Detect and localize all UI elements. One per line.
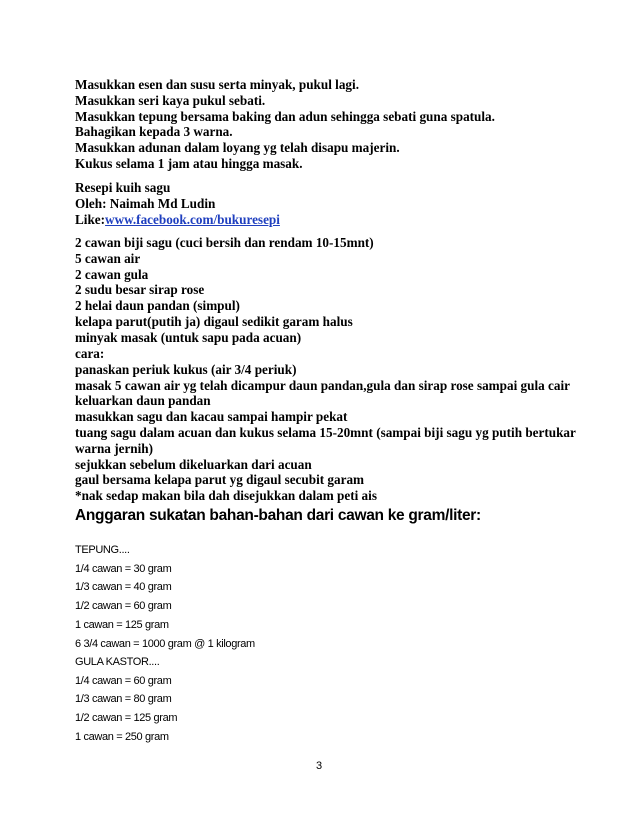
tepung-conversions [75, 541, 575, 653]
ingredients-list [75, 235, 575, 346]
conversion-row: 1/4 cawan = 60 gram [75, 674, 172, 687]
method-step: masukkan sagu dan kacau sampai hampir pekat [75, 409, 348, 425]
conversion-heading: Anggaran sukatan bahan-bahan dari cawan ke gram/liter: [75, 507, 481, 524]
method-section [75, 346, 575, 504]
gula-kastor-label: GULA KASTOR.... [75, 656, 160, 668]
ingredient-item: 2 helai daun pandan (simpul) [75, 298, 240, 314]
conversion-row: 1 cawan = 125 gram [75, 618, 169, 631]
conversion-row: 1/3 cawan = 80 gram [75, 693, 172, 706]
ingredient-item: 2 cawan biji sagu (cuci bersih dan rendam 10-15mnt) [75, 235, 374, 250]
recipe-header [75, 180, 575, 227]
like-label: Like: [75, 211, 106, 227]
intro-step: Masukkan esen dan susu serta minyak, pukul lagi. [75, 77, 359, 92]
intro-step: Masukkan seri kaya pukul sebati. [75, 92, 266, 108]
conversion-row: 1/2 cawan = 125 gram [75, 712, 178, 725]
ingredient-item: 5 cawan air [75, 250, 141, 266]
recipe-like [75, 212, 575, 228]
tepung-label: TEPUNG.... [75, 544, 130, 556]
method-step: warna jernih) [75, 440, 154, 456]
conversion-row: 1/2 cawan = 60 gram [75, 600, 172, 613]
method-step: masak 5 cawan air yg telah dicampur daun pandan,gula dan sirap rose sampai gula cair [75, 377, 570, 393]
method-label: cara: [75, 346, 105, 361]
conversion-row: 1 cawan = 250 gram [75, 730, 169, 743]
method-step: sejukkan sebelum dikeluarkan dari acuan [75, 456, 312, 472]
method-step: *nak sedap makan bila dah disejukkan dalam peti ais [75, 488, 377, 504]
ingredient-item: kelapa parut(putih ja) digaul sedikit garam halus [75, 313, 353, 329]
ingredient-item: 2 sudu besar sirap rose [75, 282, 205, 298]
gula-kastor-conversions [75, 653, 575, 747]
recipe-author: Oleh: Naimah Md Ludin [75, 195, 216, 211]
intro-step: Masukkan tepung bersama baking dan adun sehingga sebati guna spatula. [75, 108, 495, 124]
method-step: panaskan periuk kukus (air 3/4 periuk) [75, 361, 297, 377]
recipe-title: Resepi kuih sagu [75, 180, 171, 195]
page-number: 3 [315, 760, 323, 772]
conversion-row: 1/3 cawan = 40 gram [75, 581, 172, 594]
intro-step: Kukus selama 1 jam atau hingga masak. [75, 155, 303, 171]
method-step: tuang sagu dalam acuan dan kukus selama 15-20mnt (sampai biji sagu yg putih bertukar [75, 424, 576, 440]
method-step: keluarkan daun pandan [75, 393, 211, 409]
method-step: gaul bersama kelapa parut yg digaul secubit garam [75, 472, 365, 488]
ingredient-item: 2 cawan gula [75, 266, 149, 282]
ingredient-item: minyak masak (untuk sapu pada acuan) [75, 329, 302, 345]
intro-step: Masukkan adunan dalam loyang yg telah disapu majerin. [75, 140, 400, 156]
intro-step: Bahagikan kepada 3 warna. [75, 124, 233, 140]
conversion-row: 6 3/4 cawan = 1000 gram @ 1 kilogram [75, 637, 255, 650]
conversion-row: 1/4 cawan = 30 gram [75, 562, 172, 575]
facebook-link[interactable]: www.facebook.com/bukuresepi [105, 211, 280, 227]
intro-steps [75, 77, 575, 172]
